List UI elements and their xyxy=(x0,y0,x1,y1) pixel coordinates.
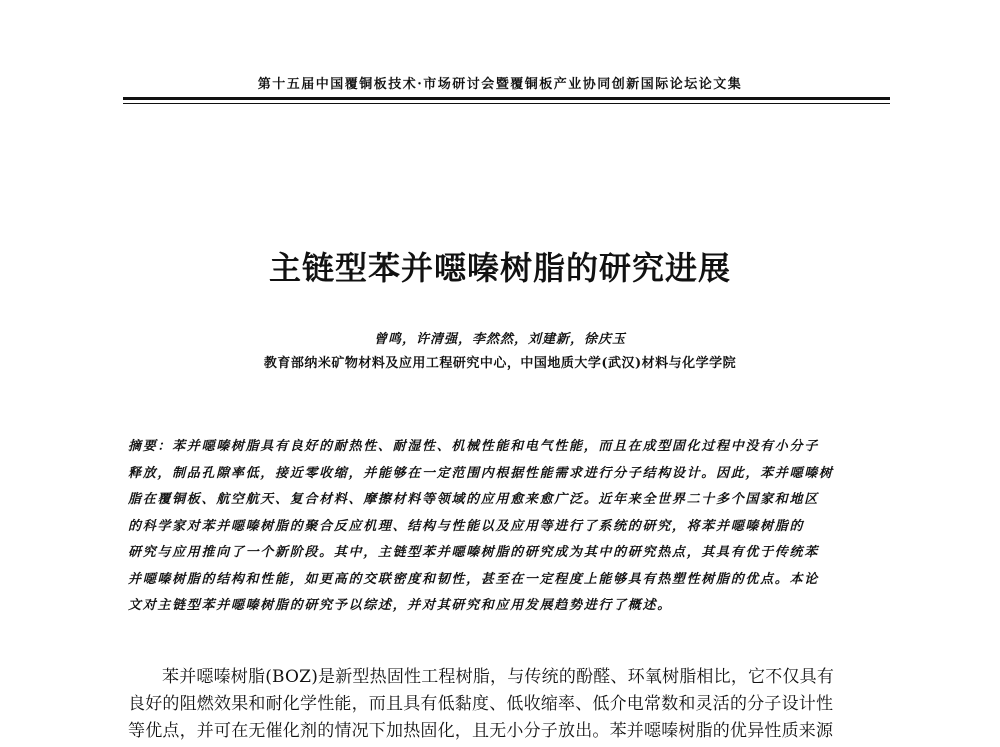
abstract-line: 摘要：苯并噁嗪树脂具有良好的耐热性、耐湿性、机械性能和电气性能，而且在成型固化过程中没有小分子 xyxy=(128,439,819,454)
abstract-line: 研究与应用推向了一个新阶段。其中，主链型苯并噁嗪树脂的研究成为其中的研究热点，其具有优于传统苯 xyxy=(128,545,819,560)
abstract-line: 脂在覆铜板、航空航天、复合材料、摩擦材料等领域的应用愈来愈广泛。近年来全世界二十多个国家和地区 xyxy=(128,492,819,507)
abstract-line: 并噁嗪树脂的结构和性能，如更高的交联密度和韧性，甚至在一定程度上能够具有热塑性树脂的优点。本论 xyxy=(128,571,819,587)
body-line: 良好的阻燃效果和耐化学性能，而且具有低黏度、低收缩率、低介电常数和灵活的分子设计性 xyxy=(128,694,834,714)
header-rule-thin xyxy=(123,103,890,104)
abstract-line: 文对主链型苯并噁嗪树脂的研究予以综述，并对其研究和应用发展趋势进行了概述。 xyxy=(128,598,672,613)
header-rule-thick xyxy=(123,97,890,100)
paper-authors: 曾鸣，许清强，李然然，刘建新，徐庆玉 xyxy=(373,332,626,347)
abstract xyxy=(128,438,890,624)
paper-affiliation: 教育部纳米矿物材料及应用工程研究中心，中国地质大学(武汉)材料与化学学院 xyxy=(263,356,737,371)
abstract-line: 的科学家对苯并噁嗪树脂的聚合反应机理、结构与性能以及应用等进行了系统的研究，将苯并噁嗪树脂的 xyxy=(128,518,805,534)
abstract-line: 释放，制品孔隙率低，接近零收缩，并能够在一定范围内根据性能需求进行分子结构设计。因此，苯并噁嗪树 xyxy=(128,465,834,481)
running-header: 第十五届中国覆铜板技术·市场研讨会暨覆铜板产业协同创新国际论坛论文集 xyxy=(257,77,743,92)
body-line: 等优点，并可在无催化剂的情况下加热固化，且无小分子放出。苯并噁嗪树脂的优异性质来源 xyxy=(128,721,834,741)
paper-title: 主链型苯并噁嗪树脂的研究进展 xyxy=(268,249,731,287)
body-line: 苯并噁嗪树脂(BOZ)是新型热固性工程树脂，与传统的酚醛、环氧树脂相比，它不仅具有 xyxy=(162,667,835,687)
